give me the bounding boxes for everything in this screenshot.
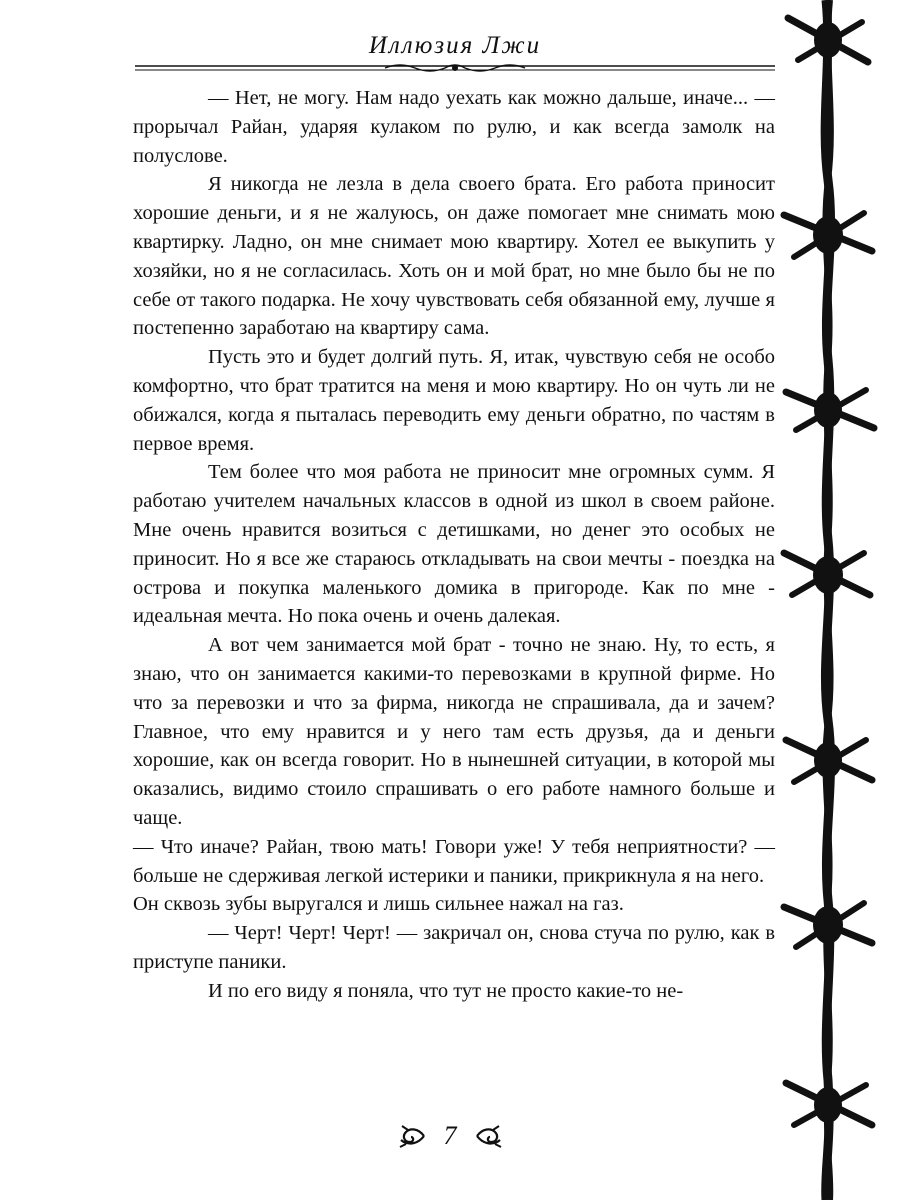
page-footer <box>390 1118 510 1154</box>
paragraph: — Черт! Черт! Черт! — закричал он, снова стуча по рулю, как в приступе паники. <box>133 922 775 973</box>
chapter-text <box>133 84 775 1006</box>
book-title: Иллюзия Лжи <box>368 32 542 59</box>
paragraph: — Нет, не могу. Нам надо уехать как можно дальше, иначе... — прорычал Райан, ударяя кулаком по рулю, и как всегда замолк на полуслове. <box>133 87 775 167</box>
paragraph: — Что иначе? Райан, твою мать! Говори уже! У тебя неприятности? — больше не сдерживая легкой истерики и паники, прикрикнула я на него. <box>133 835 775 887</box>
ornamental-rule <box>135 62 775 74</box>
left-flourish-icon <box>398 1124 426 1148</box>
paragraph: А вот чем занимается мой брат - точно не знаю. Ну, то есть, я знаю, что он занимается какими-то перевозками в крупной фирме. Но что за перевозки и что за фирма, никогда не спрашивала, да и зачем? Главное, что ему нравится и у него там есть друзья, да и деньги хорошие, как он всегда говорит. Но в нынешней ситуации, в которой мы оказались, видимо стоило спрашивать о его работе намного больше и чаще. <box>133 634 775 829</box>
paragraph: И по его виду я поняла, что тут не просто какие-то не- <box>208 979 684 1002</box>
paragraph: Пусть это и будет долгий путь. Я, итак, чувствую себя не особо комфортно, что брат тратится на меня и мою квартиру. Но он чуть ли не обижался, когда я пыталась переводить ему деньги обратно, по частям в первое время. <box>133 346 775 455</box>
page-number: 7 <box>443 1121 457 1150</box>
paragraph: Он сквозь зубы выругался и лишь сильнее нажал на газ. <box>133 893 624 916</box>
paragraph: Тем более что моя работа не приносит мне огромных сумм. Я работаю учителем начальных классов в одной из школ в своем районе. Мне очень нравится возиться с детишками, но денег это особых не приносит. Но я все же стараюсь откладывать на свои мечты - поездка на острова и покупка маленького домика в пригороде. Как по мне - идеальная мечта. Но пока очень и очень далекая. <box>133 461 775 628</box>
running-header <box>135 30 775 70</box>
barbed-wire-decoration <box>778 0 900 1200</box>
paragraph: Я никогда не лезла в дела своего брата. Его работа приносит хорошие деньги, и я не жалуюсь, он даже помогает мне снимать мою квартирку. Ладно, он мне снимает мою квартиру. Хотел ее выкупить у хозяйки, но я не согласилась. Хоть он и мой брат, но мне было бы не по себе от такого подарка. Не хочу чувствовать себя обязанной ему, лучше я постепенно заработаю на квартиру сама. <box>133 173 775 340</box>
right-flourish-icon <box>475 1124 503 1148</box>
